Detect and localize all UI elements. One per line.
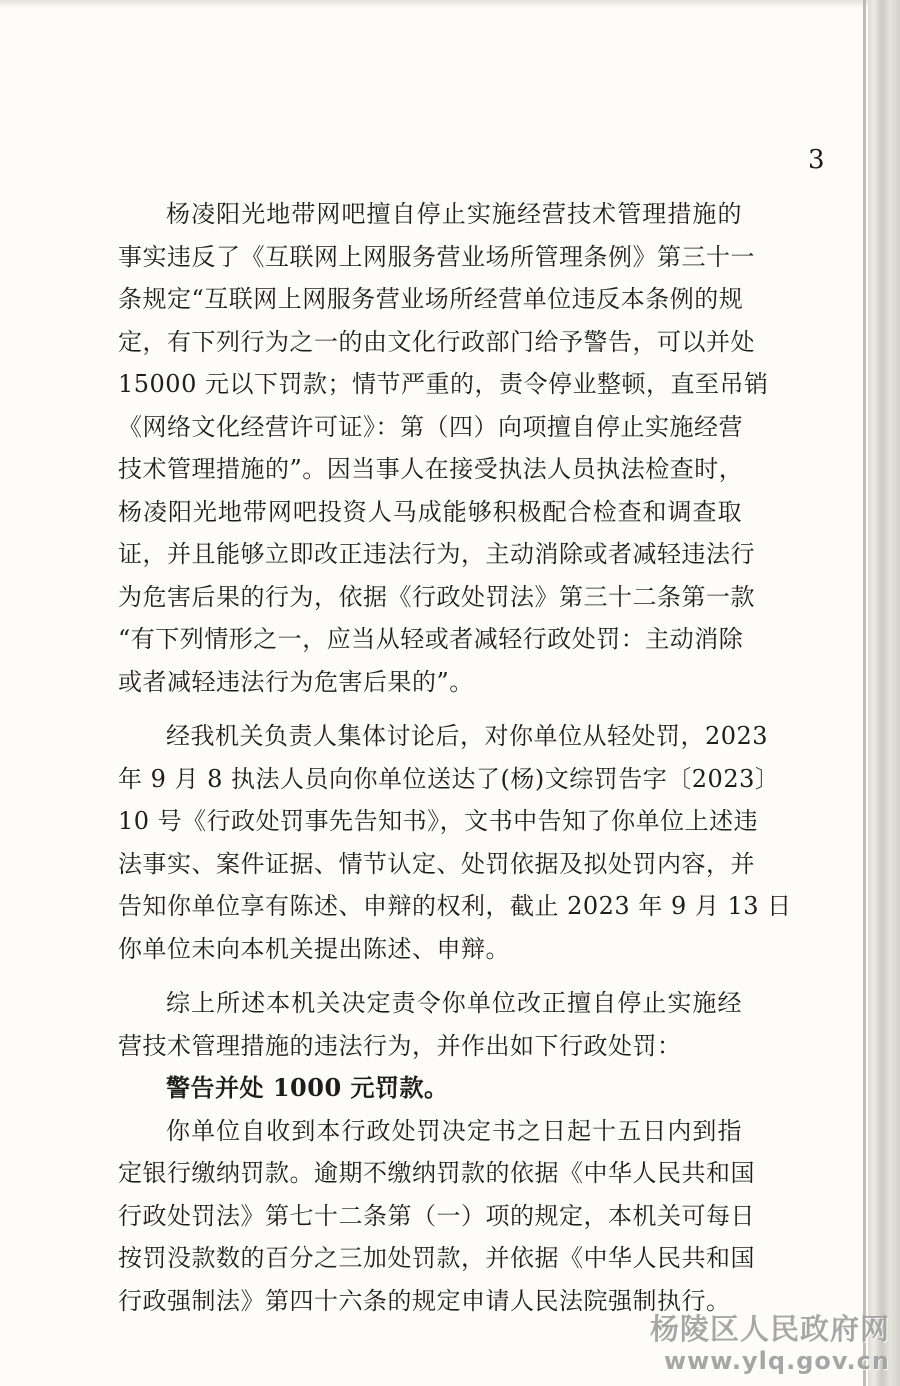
body-line: 定银行缴纳罚款。逾期不缴纳罚款的依据《中华人民共和国 (118, 1159, 755, 1187)
body-line: 你单位自收到本行政处罚决定书之日起十五日内到指 (166, 1116, 742, 1145)
body-line: 条规定“互联网上网服务营业场所经营单位违反本条例的规 (118, 285, 744, 313)
body-line: 为危害后果的行为，依据《行政处罚法》第三十二条第一款 (118, 582, 755, 611)
paragraph-gap (118, 703, 742, 715)
body-line: 行政处罚法》第七十二条第（一）项的规定，本机关可每日 (118, 1201, 755, 1230)
body-line: 你单位未向本机关提出陈述、申辩。 (118, 934, 510, 963)
body-line: 经我机关负责人集体讨论后，对你单位从轻处罚，2023 (166, 722, 769, 750)
body-line: 营技术管理措施的违法行为，并作出如下行政处罚： (118, 1031, 682, 1060)
body-line: 或者减轻违法行为危害后果的”。 (118, 667, 474, 696)
page-number: 3 (808, 145, 825, 175)
body-line: 15000 元以下罚款；情节严重的，责令停业整顿，直至吊销 (118, 370, 769, 398)
body-line: 行政强制法》第四十六条的规定申请人民法院强制执行。 (118, 1286, 731, 1315)
body-line: 事实违反了《互联网上网服务营业场所管理条例》第三十一 (118, 242, 755, 271)
body-line: 杨凌阳光地带网吧擅自停止实施经营技术管理措施的 (166, 200, 742, 228)
penalty-line: 警告并处 1000 元罚款。 (166, 1073, 449, 1102)
page-edge-line (863, 0, 866, 1386)
page-top-shadow (0, 0, 868, 8)
watermark-url: www.ylq.gov.cn (663, 1347, 890, 1375)
body-line: 定，有下列行为之一的由文化行政部门给予警告，可以并处 (118, 327, 755, 356)
body-line: 《网络文化经营许可证》：第（四）向项擅自停止实施经营 (118, 412, 743, 441)
body-line: 证，并且能够立即改正违法行为，主动消除或者减轻违法行 (118, 540, 755, 568)
body-line: 按罚没款数的百分之三加处罚款，并依据《中华人民共和国 (118, 1244, 755, 1272)
body-line: 10 号《行政处罚事先告知书》，文书中告知了你单位上述违 (118, 807, 759, 835)
body-line: “有下列情形之一，应当从轻或者减轻行政处罚：主动消除 (118, 625, 744, 653)
document-body (118, 193, 792, 1322)
watermark-title: 杨陵区人民政府网 (650, 1312, 891, 1346)
site-watermark (650, 1312, 890, 1376)
body-line: 年 9 月 8 执法人员向你单位送达了(杨)文综罚告字〔2023〕 (118, 764, 780, 793)
body-line: 法事实、案件证据、情节认定、处罚依据及拟处罚内容，并 (118, 849, 755, 878)
body-line: 综上所述本机关决定责令你单位改正擅自停止实施经 (166, 989, 742, 1017)
body-line: 技术管理措施的”。因当事人在接受执法人员执法检查时， (118, 455, 744, 483)
binding-edge (868, 0, 900, 1386)
paragraph-gap (118, 970, 742, 982)
body-line: 杨凌阳光地带网吧投资人马成能够积极配合检查和调查取 (118, 497, 742, 526)
body-line: 告知你单位享有陈述、申辩的权利，截止 2023 年 9 月 13 日 (118, 892, 792, 920)
